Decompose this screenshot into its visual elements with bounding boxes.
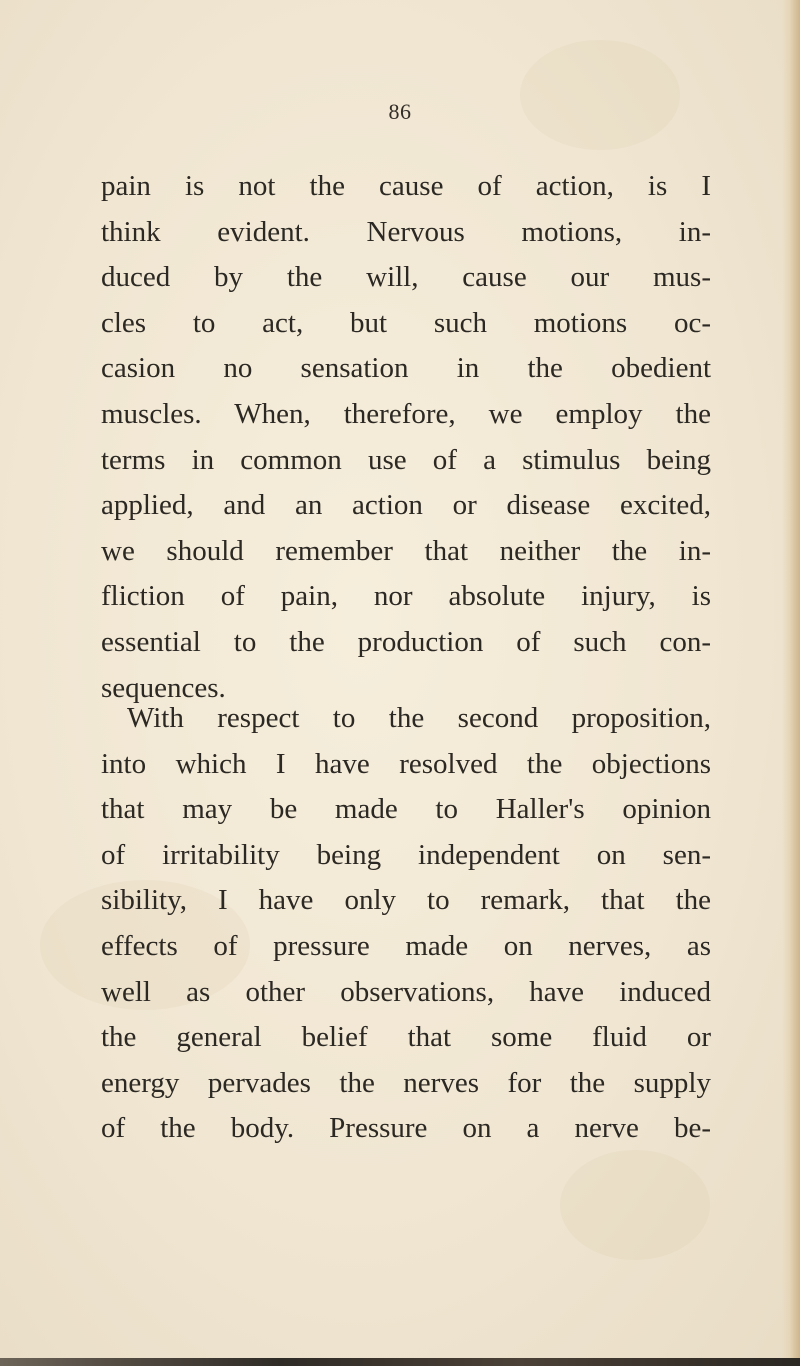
text-line: duced by the will, cause our mus- [101, 261, 711, 294]
paragraph-two [101, 696, 711, 1152]
text-line: the general belief that some fluid or [101, 1021, 711, 1054]
text-line: casion no sensation in the obedient [101, 352, 711, 385]
text-line: terms in common use of a stimulus being [101, 443, 711, 476]
page-binding-edge [782, 0, 800, 1366]
paper-stain [560, 1150, 710, 1260]
paragraph-one [101, 164, 711, 711]
text-line: energy pervades the nerves for the supply [101, 1066, 711, 1099]
text-line: essential to the production of such con- [101, 625, 711, 658]
text-line: pain is not the cause of action, is I [101, 170, 711, 202]
text-line: With respect to the second proposition, [127, 702, 711, 734]
text-line: applied, and an action or disease excited, [101, 489, 711, 522]
text-line: that may be made to Haller's opinion [101, 793, 711, 826]
text-line: fliction of pain, nor absolute injury, is [101, 580, 711, 613]
text-line: effects of pressure made on nerves, as [101, 929, 711, 962]
text-line: sibility, I have only to remark, that the [101, 884, 711, 917]
bottom-page-edge [0, 1358, 800, 1366]
text-line: cles to act, but such motions oc- [101, 306, 711, 339]
text-line: sequences. [101, 671, 226, 704]
text-line: of irritability being independent on sen- [101, 838, 711, 871]
text-line: into which I have resolved the objections [101, 747, 711, 780]
text-line: muscles. When, therefore, we employ the [101, 397, 711, 430]
text-line: of the body. Pressure on a nerve be- [101, 1112, 711, 1145]
text-line: we should remember that neither the in- [101, 534, 711, 567]
paper-stain [520, 40, 680, 150]
text-line: well as other observations, have induced [101, 975, 711, 1008]
page-number: 86 [388, 99, 412, 124]
text-line: think evident. Nervous motions, in- [101, 215, 711, 248]
